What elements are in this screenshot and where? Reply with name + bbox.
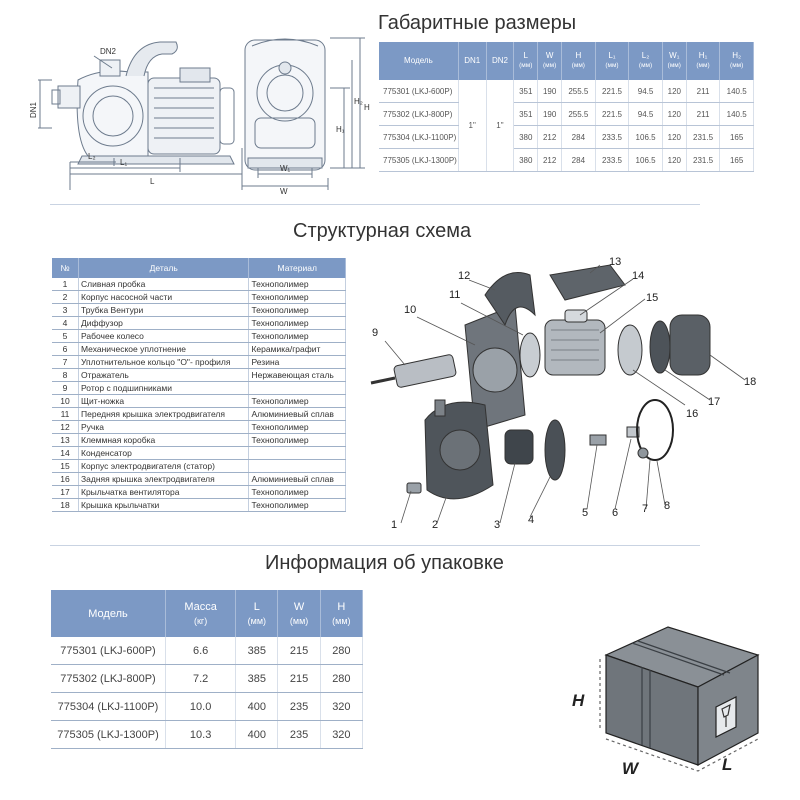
table-cell: Рабочее колесо [79,330,249,343]
table-cell: 94.5 [629,103,663,126]
dn1-label: DN1 [29,101,38,118]
table-cell: 7 [52,356,79,369]
table-cell: Алюминиевый сплав [249,408,346,421]
table-cell: 165 [720,126,754,149]
table-cell: Щит-ножка [79,395,249,408]
w-label: W [280,187,288,196]
table-cell: 165 [720,149,754,172]
table-cell: 5 [52,330,79,343]
table-cell: 4 [52,317,79,330]
table-cell: 284 [562,126,596,149]
table-cell: Конденсатор [79,447,249,460]
table-cell: 3 [52,304,79,317]
table-cell: 400 [236,721,278,749]
table-row [51,637,363,665]
dim-col-h: H (мм) [562,42,596,80]
table-cell: 351 [514,80,538,103]
h-label: H [364,103,370,112]
table-row [52,369,346,382]
table-row [52,460,346,473]
callout-18: 18 [744,376,757,388]
callout-3: 3 [494,519,501,531]
table-row [52,408,346,421]
pack-col-l: L (мм) [236,590,278,637]
table-cell: 106.5 [629,149,663,172]
packing-title: Информация об упаковке [265,552,504,574]
table-row [52,317,346,330]
table-row [52,499,346,512]
packing-header-row [51,590,363,637]
table-row [52,473,346,486]
box-length-label: L [722,755,733,774]
table-row [52,421,346,434]
table-cell: 7.2 [166,665,236,693]
box-width-label: W [622,759,639,778]
table-cell: Крыльчатка вентилятора [79,486,249,499]
table-row [51,721,363,749]
table-cell: 380 [514,149,538,172]
parts-table [52,258,346,512]
table-cell: Керамика/графит [249,343,346,356]
table-cell: 233.5 [595,126,629,149]
table-cell: 140.5 [720,80,754,103]
table-cell: 10 [52,395,79,408]
table-cell: 140.5 [720,103,754,126]
table-cell: 12 [52,421,79,434]
table-cell: 212 [538,149,562,172]
l2-label: L₂ [88,152,96,161]
table-cell: Технополимер [249,486,346,499]
dim-col-l: L (мм) [514,42,538,80]
dn1-value: 1" [458,80,486,172]
h1-label: H₁ [336,125,345,134]
callout-1: 1 [391,519,398,531]
schema-title: Структурная схема [293,220,472,242]
table-cell: 775302 (LKJ-800P) [51,665,166,693]
table-cell: 351 [514,103,538,126]
dimensions-header-row [379,42,754,80]
dn2-label: DN2 [100,47,117,56]
table-cell: Технополимер [249,278,346,291]
parts-col-material: Материал [249,258,346,278]
parts-col-part: Деталь [79,258,249,278]
table-cell: Клеммная коробка [79,434,249,447]
table-row [51,693,363,721]
table-cell: 190 [538,80,562,103]
table-cell [249,460,346,473]
table-cell: 13 [52,434,79,447]
l-label: L [150,177,155,186]
table-cell: 6.6 [166,637,236,665]
table-row [52,382,346,395]
callout-15: 15 [646,292,659,304]
table-cell: 235 [278,693,320,721]
table-cell: 255.5 [562,103,596,126]
divider [50,204,700,205]
table-cell: Нержавеющая сталь [249,369,346,382]
pack-col-h: H (мм) [320,590,362,637]
table-cell: Отражатель [79,369,249,382]
table-cell: Механическое уплотнение [79,343,249,356]
table-cell: 14 [52,447,79,460]
table-cell: 231.5 [686,126,720,149]
table-cell: 9 [52,382,79,395]
table-cell: 18 [52,499,79,512]
callout-2: 2 [432,519,439,531]
table-cell: 775304 (LKJ-1100P) [379,126,458,149]
table-cell: 94.5 [629,80,663,103]
table-cell [249,382,346,395]
table-cell: 775301 (LKJ-600P) [379,80,458,103]
table-cell: 775304 (LKJ-1100P) [51,693,166,721]
table-cell: 8 [52,369,79,382]
table-row [52,395,346,408]
table-cell: 231.5 [686,149,720,172]
callout-7: 7 [642,503,649,515]
dim-col-dn1: DN1 [458,42,486,80]
callout-4: 4 [528,514,535,526]
dim-col-w1: W₁ (мм) [662,42,686,80]
table-cell: Технополимер [249,317,346,330]
parts-col-number: № [52,258,79,278]
table-row [379,149,754,172]
pack-col-model: Модель [51,590,166,637]
callout-13: 13 [609,256,622,268]
dn2-value: 1" [486,80,514,172]
table-row [52,486,346,499]
table-cell: Технополимер [249,291,346,304]
table-cell: 17 [52,486,79,499]
table-cell: 221.5 [595,103,629,126]
table-cell: 120 [662,80,686,103]
package-box-illustration [598,615,778,775]
table-cell: 10.3 [166,721,236,749]
pump-dimension-drawing [30,28,375,198]
table-cell: 10.0 [166,693,236,721]
parts-header-row [52,258,346,278]
table-cell: 400 [236,693,278,721]
table-row [52,330,346,343]
dim-col-model: Модель [379,42,458,80]
table-cell: Технополимер [249,434,346,447]
table-row [379,80,754,103]
table-cell: 190 [538,103,562,126]
table-cell: 211 [686,103,720,126]
table-cell: 211 [686,80,720,103]
dim-col-h1: H₁ (мм) [686,42,720,80]
dimensions-table [379,42,754,172]
table-cell: 255.5 [562,80,596,103]
table-cell: Уплотнительное кольцо "О"- профиля [79,356,249,369]
dim-col-w: W (мм) [538,42,562,80]
table-cell: 215 [278,637,320,665]
table-cell: 233.5 [595,149,629,172]
table-cell: 385 [236,637,278,665]
table-row [51,665,363,693]
table-row [52,447,346,460]
exploded-view-illustration [365,255,760,545]
callout-5: 5 [582,507,589,519]
table-cell: 106.5 [629,126,663,149]
table-row [52,356,346,369]
table-cell: 120 [662,103,686,126]
dim-col-h2: H₂ (мм) [720,42,754,80]
box-height-label: H [572,691,585,710]
table-cell: Задняя крышка электродвигателя [79,473,249,486]
table-cell [249,447,346,460]
table-row [52,291,346,304]
callout-14: 14 [632,270,645,282]
table-cell: 16 [52,473,79,486]
packing-table [51,590,363,749]
table-row [52,304,346,317]
table-cell: Корпус насосной части [79,291,249,304]
dim-col-dn2: DN2 [486,42,514,80]
h2-label: H₂ [354,97,363,106]
table-cell: Трубка Вентури [79,304,249,317]
table-cell: 6 [52,343,79,356]
table-row [52,343,346,356]
l1-label: L₁ [120,158,128,167]
callout-10: 10 [404,304,417,316]
table-cell: 120 [662,126,686,149]
table-cell: 775305 (LKJ-1300P) [379,149,458,172]
table-cell: 280 [320,665,362,693]
table-cell: 235 [278,721,320,749]
table-cell: Передняя крышка электродвигателя [79,408,249,421]
table-cell: Крышка крыльчатки [79,499,249,512]
table-cell: Технополимер [249,421,346,434]
dim-col-l2: L₂ (мм) [629,42,663,80]
callout-9: 9 [372,327,379,339]
table-cell: Ротор с подшипниками [79,382,249,395]
table-cell: Технополимер [249,395,346,408]
table-cell: 320 [320,721,362,749]
table-cell: 215 [278,665,320,693]
table-cell: Технополимер [249,330,346,343]
callout-11: 11 [449,289,461,301]
table-cell: 320 [320,693,362,721]
table-row [52,434,346,447]
table-cell: Сливная пробка [79,278,249,291]
table-cell: Технополимер [249,304,346,317]
pack-col-mass: Масса (кг) [166,590,236,637]
dim-col-l1: L₁ (мм) [595,42,629,80]
table-cell: 212 [538,126,562,149]
table-cell: 284 [562,149,596,172]
table-cell: 280 [320,637,362,665]
table-cell: 15 [52,460,79,473]
table-cell: Ручка [79,421,249,434]
dimensions-title: Габаритные размеры [378,12,577,34]
callout-6: 6 [612,507,619,519]
callout-17: 17 [708,396,721,408]
table-cell: Диффузор [79,317,249,330]
callout-12: 12 [458,270,471,282]
table-row [379,126,754,149]
table-cell: 1 [52,278,79,291]
callout-16: 16 [686,408,699,420]
callout-8: 8 [664,500,671,512]
table-cell: 775302 (LKJ-800P) [379,103,458,126]
table-cell: 385 [236,665,278,693]
table-cell: Корпус электродвигателя (статор) [79,460,249,473]
table-cell: Алюминиевый сплав [249,473,346,486]
table-cell: Технополимер [249,499,346,512]
table-cell: 221.5 [595,80,629,103]
divider [50,545,700,546]
table-row [379,103,754,126]
table-cell: 775305 (LKJ-1300P) [51,721,166,749]
table-row [52,278,346,291]
table-cell: Резина [249,356,346,369]
table-cell: 120 [662,149,686,172]
pack-col-w: W (мм) [278,590,320,637]
table-cell: 775301 (LKJ-600P) [51,637,166,665]
table-cell: 380 [514,126,538,149]
table-cell: 2 [52,291,79,304]
w1-label: W₁ [280,164,291,173]
table-cell: 11 [52,408,79,421]
